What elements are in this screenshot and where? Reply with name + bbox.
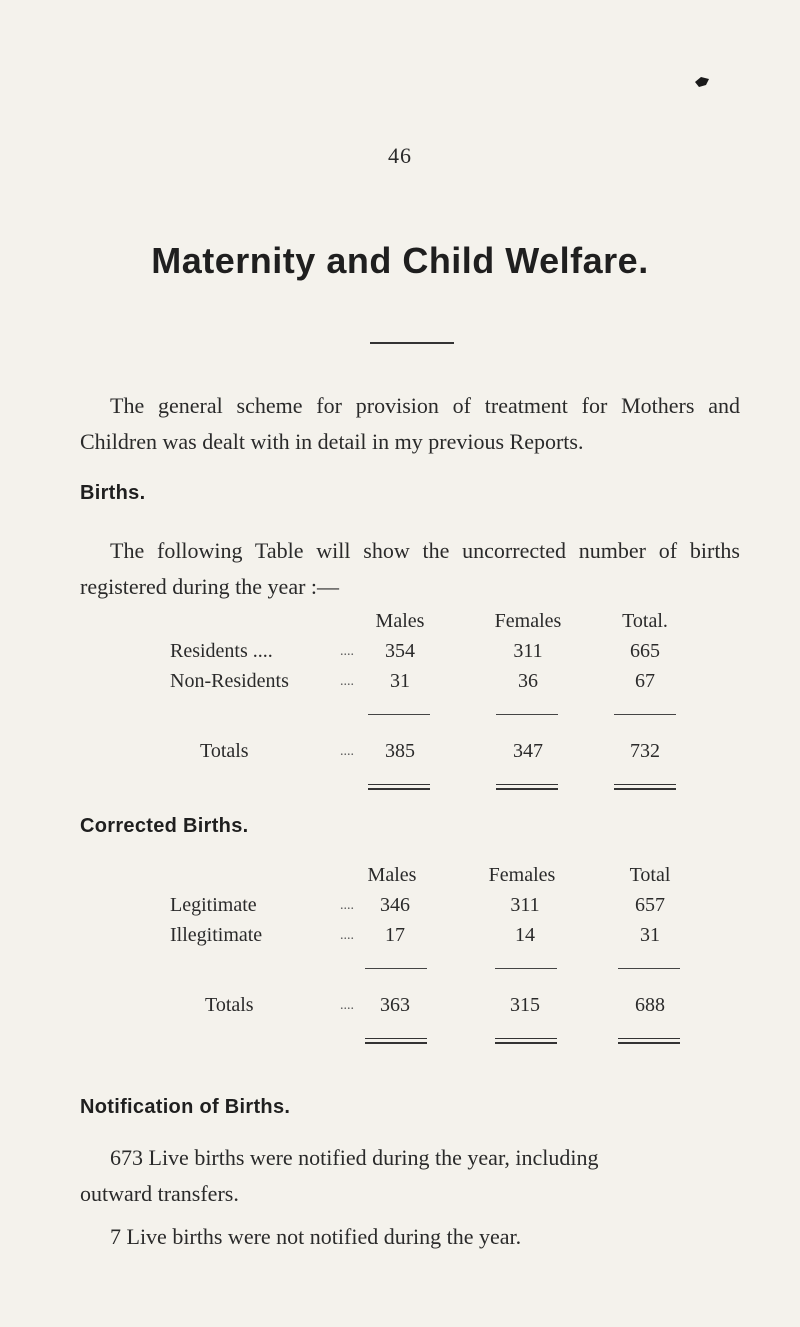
- leader-dots: ....: [340, 644, 354, 659]
- subtotal-rule: [614, 714, 676, 715]
- births-table: [0, 610, 800, 820]
- leader-dots: ....: [340, 744, 354, 759]
- row-label-illegitimate: Illegitimate: [170, 924, 263, 946]
- leader-dots: ....: [340, 898, 354, 913]
- notification-text: 673 Live births were notified during the year, including: [110, 1145, 599, 1170]
- residents-females: 311: [513, 640, 543, 662]
- page-title: Maternity and Child Welfare.: [151, 240, 649, 281]
- column-header-males: Males: [367, 864, 417, 886]
- title-divider: [370, 342, 454, 344]
- residents-males: 354: [385, 640, 415, 662]
- subtotal-rule: [495, 968, 557, 969]
- total-double-rule: [368, 784, 430, 790]
- leader-dots: ....: [340, 998, 354, 1013]
- total-double-rule: [495, 1038, 557, 1044]
- totals-females: 347: [513, 740, 543, 762]
- subtotal-rule: [365, 968, 427, 969]
- illegitimate-males: 17: [385, 924, 405, 946]
- corrected-births-table: [0, 864, 800, 1074]
- residents-total: 665: [630, 640, 660, 662]
- row-label-residents: Residents ....: [170, 640, 273, 662]
- intro-paragraph: [80, 388, 740, 460]
- row-label-legitimate: Legitimate: [170, 894, 257, 916]
- non-residents-total: 67: [635, 670, 655, 692]
- column-header-females: Females: [488, 864, 556, 886]
- row-label-non-residents: Non-Residents: [170, 670, 289, 692]
- totals-total: 732: [630, 740, 660, 762]
- subtotal-rule: [618, 968, 680, 969]
- totals-males: 385: [385, 740, 415, 762]
- total-double-rule: [614, 784, 676, 790]
- births-heading: Births.: [80, 482, 146, 504]
- column-header-total: Total.: [622, 610, 668, 632]
- notification-text-continued: outward transfers.: [80, 1181, 239, 1206]
- leader-dots: ....: [340, 928, 354, 943]
- column-header-females: Females: [494, 610, 562, 632]
- row-label-totals: Totals: [200, 740, 249, 762]
- notification-paragraph: [80, 1140, 740, 1212]
- totals-females: 315: [510, 994, 540, 1016]
- total-double-rule: [618, 1038, 680, 1044]
- column-header-males: Males: [375, 610, 425, 632]
- illegitimate-females: 14: [515, 924, 535, 946]
- legitimate-males: 346: [380, 894, 410, 916]
- leader-dots: ....: [340, 674, 354, 689]
- total-double-rule: [365, 1038, 427, 1044]
- ink-blot-mark: [694, 76, 710, 88]
- subtotal-rule: [496, 714, 558, 715]
- totals-total: 688: [635, 994, 665, 1016]
- totals-males: 363: [380, 994, 410, 1016]
- non-residents-males: 31: [390, 670, 410, 692]
- row-label-totals: Totals: [205, 994, 254, 1016]
- column-header-total: Total: [629, 864, 671, 886]
- non-residents-females: 36: [518, 670, 538, 692]
- legitimate-total: 657: [635, 894, 665, 916]
- births-intro-text: The following Table will show the uncorrected number of births registered during the year :—: [80, 538, 740, 599]
- legitimate-females: 311: [510, 894, 540, 916]
- subtotal-rule: [368, 714, 430, 715]
- total-double-rule: [496, 784, 558, 790]
- page-number: 46: [388, 143, 412, 168]
- births-intro: [80, 533, 740, 605]
- illegitimate-total: 31: [640, 924, 660, 946]
- not-notified-line: 7 Live births were not notified during the year.: [110, 1224, 522, 1249]
- corrected-births-heading: Corrected Births.: [80, 815, 249, 837]
- intro-text: The general scheme for provision of treatment for Mothers and Children was dealt with in detail in my previous Reports.: [80, 393, 740, 454]
- notification-heading: Notification of Births.: [80, 1096, 291, 1118]
